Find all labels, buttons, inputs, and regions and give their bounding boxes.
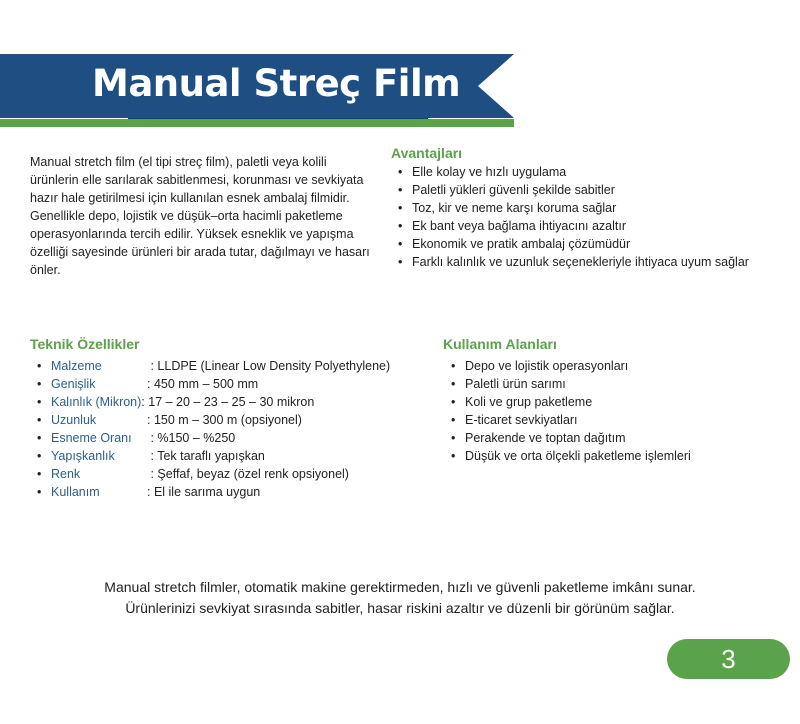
spec-key: Uzunluk — [51, 413, 97, 427]
list-item: • E-ticaret sevkiyatları — [451, 411, 691, 429]
list-item: • Depo ve lojistik operasyonları — [451, 357, 691, 375]
advantages-title: Avantajları — [391, 145, 463, 161]
list-item: • Paletli yükleri güvenli şekilde sabitler — [398, 181, 749, 199]
intro-paragraph: Manual stretch film (el tipi streç film), paletli veya kolili ürünlerin elle sarılarak sabitlenmesi, korunması ve sevkiyata hazır hale getirilmesi için kullanılan esnek ambalaj filmidir. Genellikle depo, lojistik ve düşük–orta hacimli paketleme operasyonlarında tercih edilir. Yüksek esneklik ve yapışma özelliği sayesinde ürünleri bir arada tutar, dağılmayı ve hasarı önler. — [30, 155, 370, 277]
spec-row — [37, 483, 390, 501]
page-title: Manual Streç Film — [92, 62, 461, 105]
list-item: • Elle kolay ve hızlı uygulama — [398, 163, 749, 181]
spec-value: : 17 – 20 – 23 – 25 – 30 mikron — [141, 395, 315, 409]
spec-row — [37, 357, 390, 375]
spec-value: : 150 m – 300 m (opsiyonel) — [147, 413, 302, 427]
page-number-badge: 3 — [667, 639, 790, 679]
closing-line-1: Manual stretch filmler, otomatik makine gerektirmeden, hızlı ve güvenli paketleme imkânı sunar. — [104, 579, 696, 595]
spec-key: Genişlik — [51, 377, 96, 391]
list-item: • Farklı kalınlık ve uzunluk seçenekleriyle ihtiyaca uyum sağlar — [398, 253, 749, 271]
spec-key: Kalınlık (Mikron) — [51, 395, 142, 409]
list-item: • Koli ve grup paketleme — [451, 393, 691, 411]
spec-key: Kullanım — [51, 485, 100, 499]
spec-key: Yapışkanlık — [51, 449, 115, 463]
spec-row — [37, 393, 390, 411]
spec-value: : LLDPE (Linear Low Density Polyethylene) — [147, 359, 391, 373]
spec-value: : Şeffaf, beyaz (özel renk opsiyonel) — [147, 467, 349, 481]
spec-row — [37, 465, 390, 483]
list-item: • Perakende ve toptan dağıtım — [451, 429, 691, 447]
spec-key: Esneme Oranı — [51, 431, 132, 445]
spec-key: Malzeme — [51, 359, 102, 373]
spec-value: : El ile sarıma uygun — [147, 485, 261, 499]
spec-row — [37, 447, 390, 465]
specs-title: Teknik Özellikler — [30, 336, 140, 352]
closing-line-2: Ürünlerinizi sevkiyat sırasında sabitler, hasar riskini azaltır ve düzenli bir görünüm sağlar. — [125, 600, 675, 616]
advantages-list — [398, 163, 749, 271]
usage-title: Kullanım Alanları — [443, 336, 557, 352]
spec-value: : %150 – %250 — [147, 431, 236, 445]
list-item: • Paletli ürün sarımı — [451, 375, 691, 393]
list-item: • Düşük ve orta ölçekli paketleme işlemleri — [451, 447, 691, 465]
list-item: • Ekonomik ve pratik ambalaj çözümüdür — [398, 235, 749, 253]
list-item: • Ek bant veya bağlama ihtiyacını azaltır — [398, 217, 749, 235]
usage-list — [451, 357, 691, 465]
spec-key: Renk — [51, 467, 81, 481]
spec-value: : Tek taraflı yapışkan — [147, 449, 265, 463]
specs-list — [37, 357, 390, 501]
spec-row — [37, 375, 390, 393]
spec-value: : 450 mm – 500 mm — [147, 377, 259, 391]
spec-row — [37, 429, 390, 447]
spec-row — [37, 411, 390, 429]
list-item: • Toz, kir ve neme karşı koruma sağlar — [398, 199, 749, 217]
